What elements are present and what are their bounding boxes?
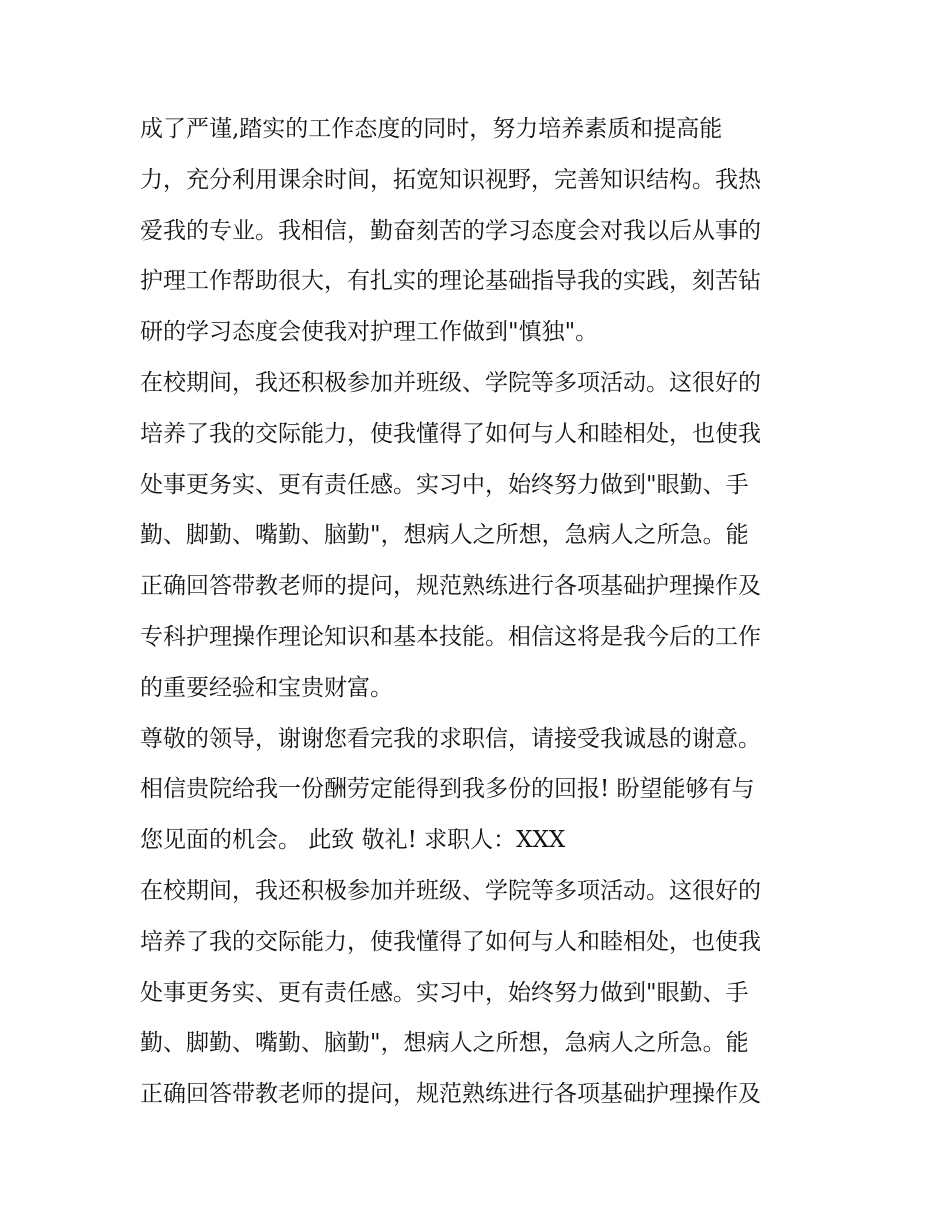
text-line: 尊敬的领导，谢谢您看完我的求职信，请接受我诚恳的谢意。 <box>140 725 761 752</box>
text-line: 处事更务实、更有责任感。实习中，始终努力做到"眼勤、手 <box>140 471 749 498</box>
signature-line: 您见面的机会。 此致 敬礼! 求职人：XXX <box>140 827 566 854</box>
text-line: 研的学习态度会使我对护理工作做到"慎独"。 <box>140 319 599 346</box>
text-line: 勤、脚勤、嘴勤、脑勤"，想病人之所想，急病人之所急。能 <box>140 1030 749 1057</box>
text-line: 专科护理操作理论知识和基本技能。相信这将是我今后的工作 <box>140 623 761 650</box>
text-line: 力，充分利用课余时间，拓宽知识视野，完善知识结构。我热 <box>140 166 761 193</box>
letter-body <box>140 104 820 1120</box>
text-line: 爱我的专业。我相信，勤奋刻苦的学习态度会对我以后从事的 <box>140 217 761 244</box>
text-line: 正确回答带教老师的提问，规范熟练进行各项基础护理操作及 <box>140 573 761 600</box>
text-line: 处事更务实、更有责任感。实习中，始终努力做到"眼勤、手 <box>140 979 749 1006</box>
text-line: 勤、脚勤、嘴勤、脑勤"，想病人之所想，急病人之所急。能 <box>140 522 749 549</box>
text-line: 的重要经验和宝贵财富。 <box>140 674 393 701</box>
text-line: 成了严谨,踏实的工作态度的同时，努力培养素质和提高能 <box>140 116 723 142</box>
text-line: 在校期间，我还积极参加并班级、学院等多项活动。这很好的 <box>140 877 761 904</box>
text-line: 培养了我的交际能力，使我懂得了如何与人和睦相处，也使我 <box>140 928 761 955</box>
text-line: 在校期间，我还积极参加并班级、学院等多项活动。这很好的 <box>140 369 761 396</box>
text-line: 正确回答带教老师的提问，规范熟练进行各项基础护理操作及 <box>140 1081 761 1108</box>
text-line: 护理工作帮助很大，有扎实的理论基础指导我的实践，刻苦钻 <box>140 268 761 295</box>
text-line: 培养了我的交际能力，使我懂得了如何与人和睦相处，也使我 <box>140 420 761 447</box>
text-line: 相信贵院给我一份酬劳定能得到我多份的回报! 盼望能够有与 <box>140 776 755 803</box>
